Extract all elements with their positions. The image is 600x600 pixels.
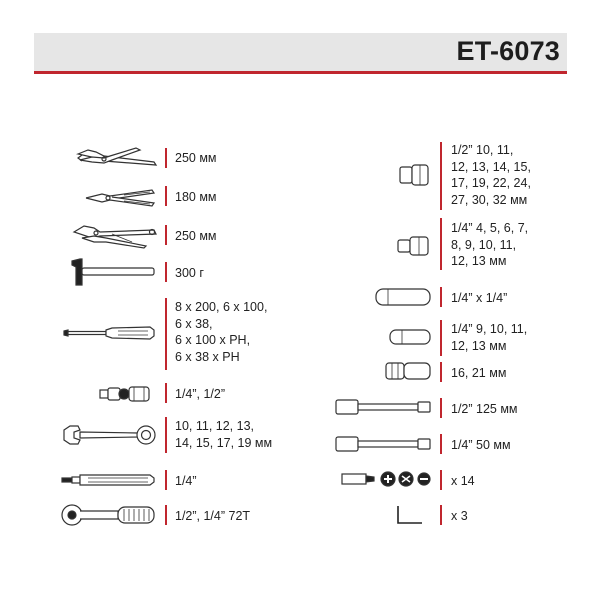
separator	[165, 470, 167, 490]
hex-key-icon	[396, 503, 426, 525]
spark-plug-socket-icon	[384, 360, 432, 382]
item-label: 16, 21 мм	[451, 366, 507, 380]
separator	[440, 142, 442, 210]
water-pump-pliers-icon	[74, 144, 158, 170]
separator	[440, 218, 442, 270]
deep-socket-long-icon	[374, 286, 432, 308]
header-accent-line	[34, 71, 567, 74]
extension-bar-short-icon	[334, 433, 434, 455]
item-label: 250 мм	[175, 229, 217, 243]
item-label: 1/4” 9, 10, 11, 12, 13 мм	[451, 322, 528, 353]
universal-joint-icon	[98, 382, 154, 406]
item-label: 1/4” 4, 5, 6, 7, 8, 9, 10, 11, 12, 13 мм	[451, 221, 529, 268]
item-label: 1/4” 50 мм	[451, 438, 511, 452]
locking-pliers-icon	[72, 220, 158, 250]
bit-holder-screwdriver-icon	[60, 472, 156, 488]
item-label: 1/2”, 1/4” 72T	[175, 509, 251, 523]
socket-small-icon	[396, 235, 430, 257]
item-label: 180 мм	[175, 190, 217, 204]
item-label: 250 мм	[175, 151, 217, 165]
item-label: 1/2” 10, 11, 12, 13, 14, 15, 17, 19, 22, 24, 27, 30, 32 мм	[451, 143, 531, 207]
separator	[165, 225, 167, 245]
separator	[165, 417, 167, 453]
separator	[165, 186, 167, 206]
hammer-icon	[70, 257, 156, 287]
separator	[165, 148, 167, 168]
ratchet-handle-icon	[60, 503, 156, 527]
deep-socket-icon	[388, 327, 432, 347]
separator	[440, 434, 442, 454]
separator	[165, 505, 167, 525]
separator	[440, 320, 442, 356]
extension-bar-long-icon	[334, 396, 434, 418]
item-label: x 14	[451, 474, 475, 488]
item-label: 300 г	[175, 266, 204, 280]
screwdriver-bits-icon	[340, 468, 432, 490]
item-label: 8 x 200, 6 x 100, 6 x 38, 6 x 100 x PH, 6 x 38 x PH	[175, 300, 268, 364]
separator	[440, 398, 442, 418]
separator	[440, 505, 442, 525]
item-label: 1/4”	[175, 474, 197, 488]
combination-wrench-icon	[62, 424, 156, 446]
item-label: 1/4” x 1/4”	[451, 291, 508, 305]
model-number: ET-6073	[456, 36, 560, 66]
item-label: 1/2” 125 мм	[451, 402, 518, 416]
separator	[165, 383, 167, 403]
separator	[165, 298, 167, 370]
screwdriver-icon	[62, 323, 156, 343]
separator	[440, 287, 442, 307]
item-label: 10, 11, 12, 13, 14, 15, 17, 19 мм	[175, 419, 273, 450]
separator	[165, 262, 167, 282]
socket-large-icon	[398, 163, 430, 187]
item-label: 1/4”, 1/2”	[175, 387, 226, 401]
item-label: x 3	[451, 509, 468, 523]
combination-pliers-icon	[84, 187, 156, 209]
separator	[440, 362, 442, 382]
separator	[440, 470, 442, 490]
